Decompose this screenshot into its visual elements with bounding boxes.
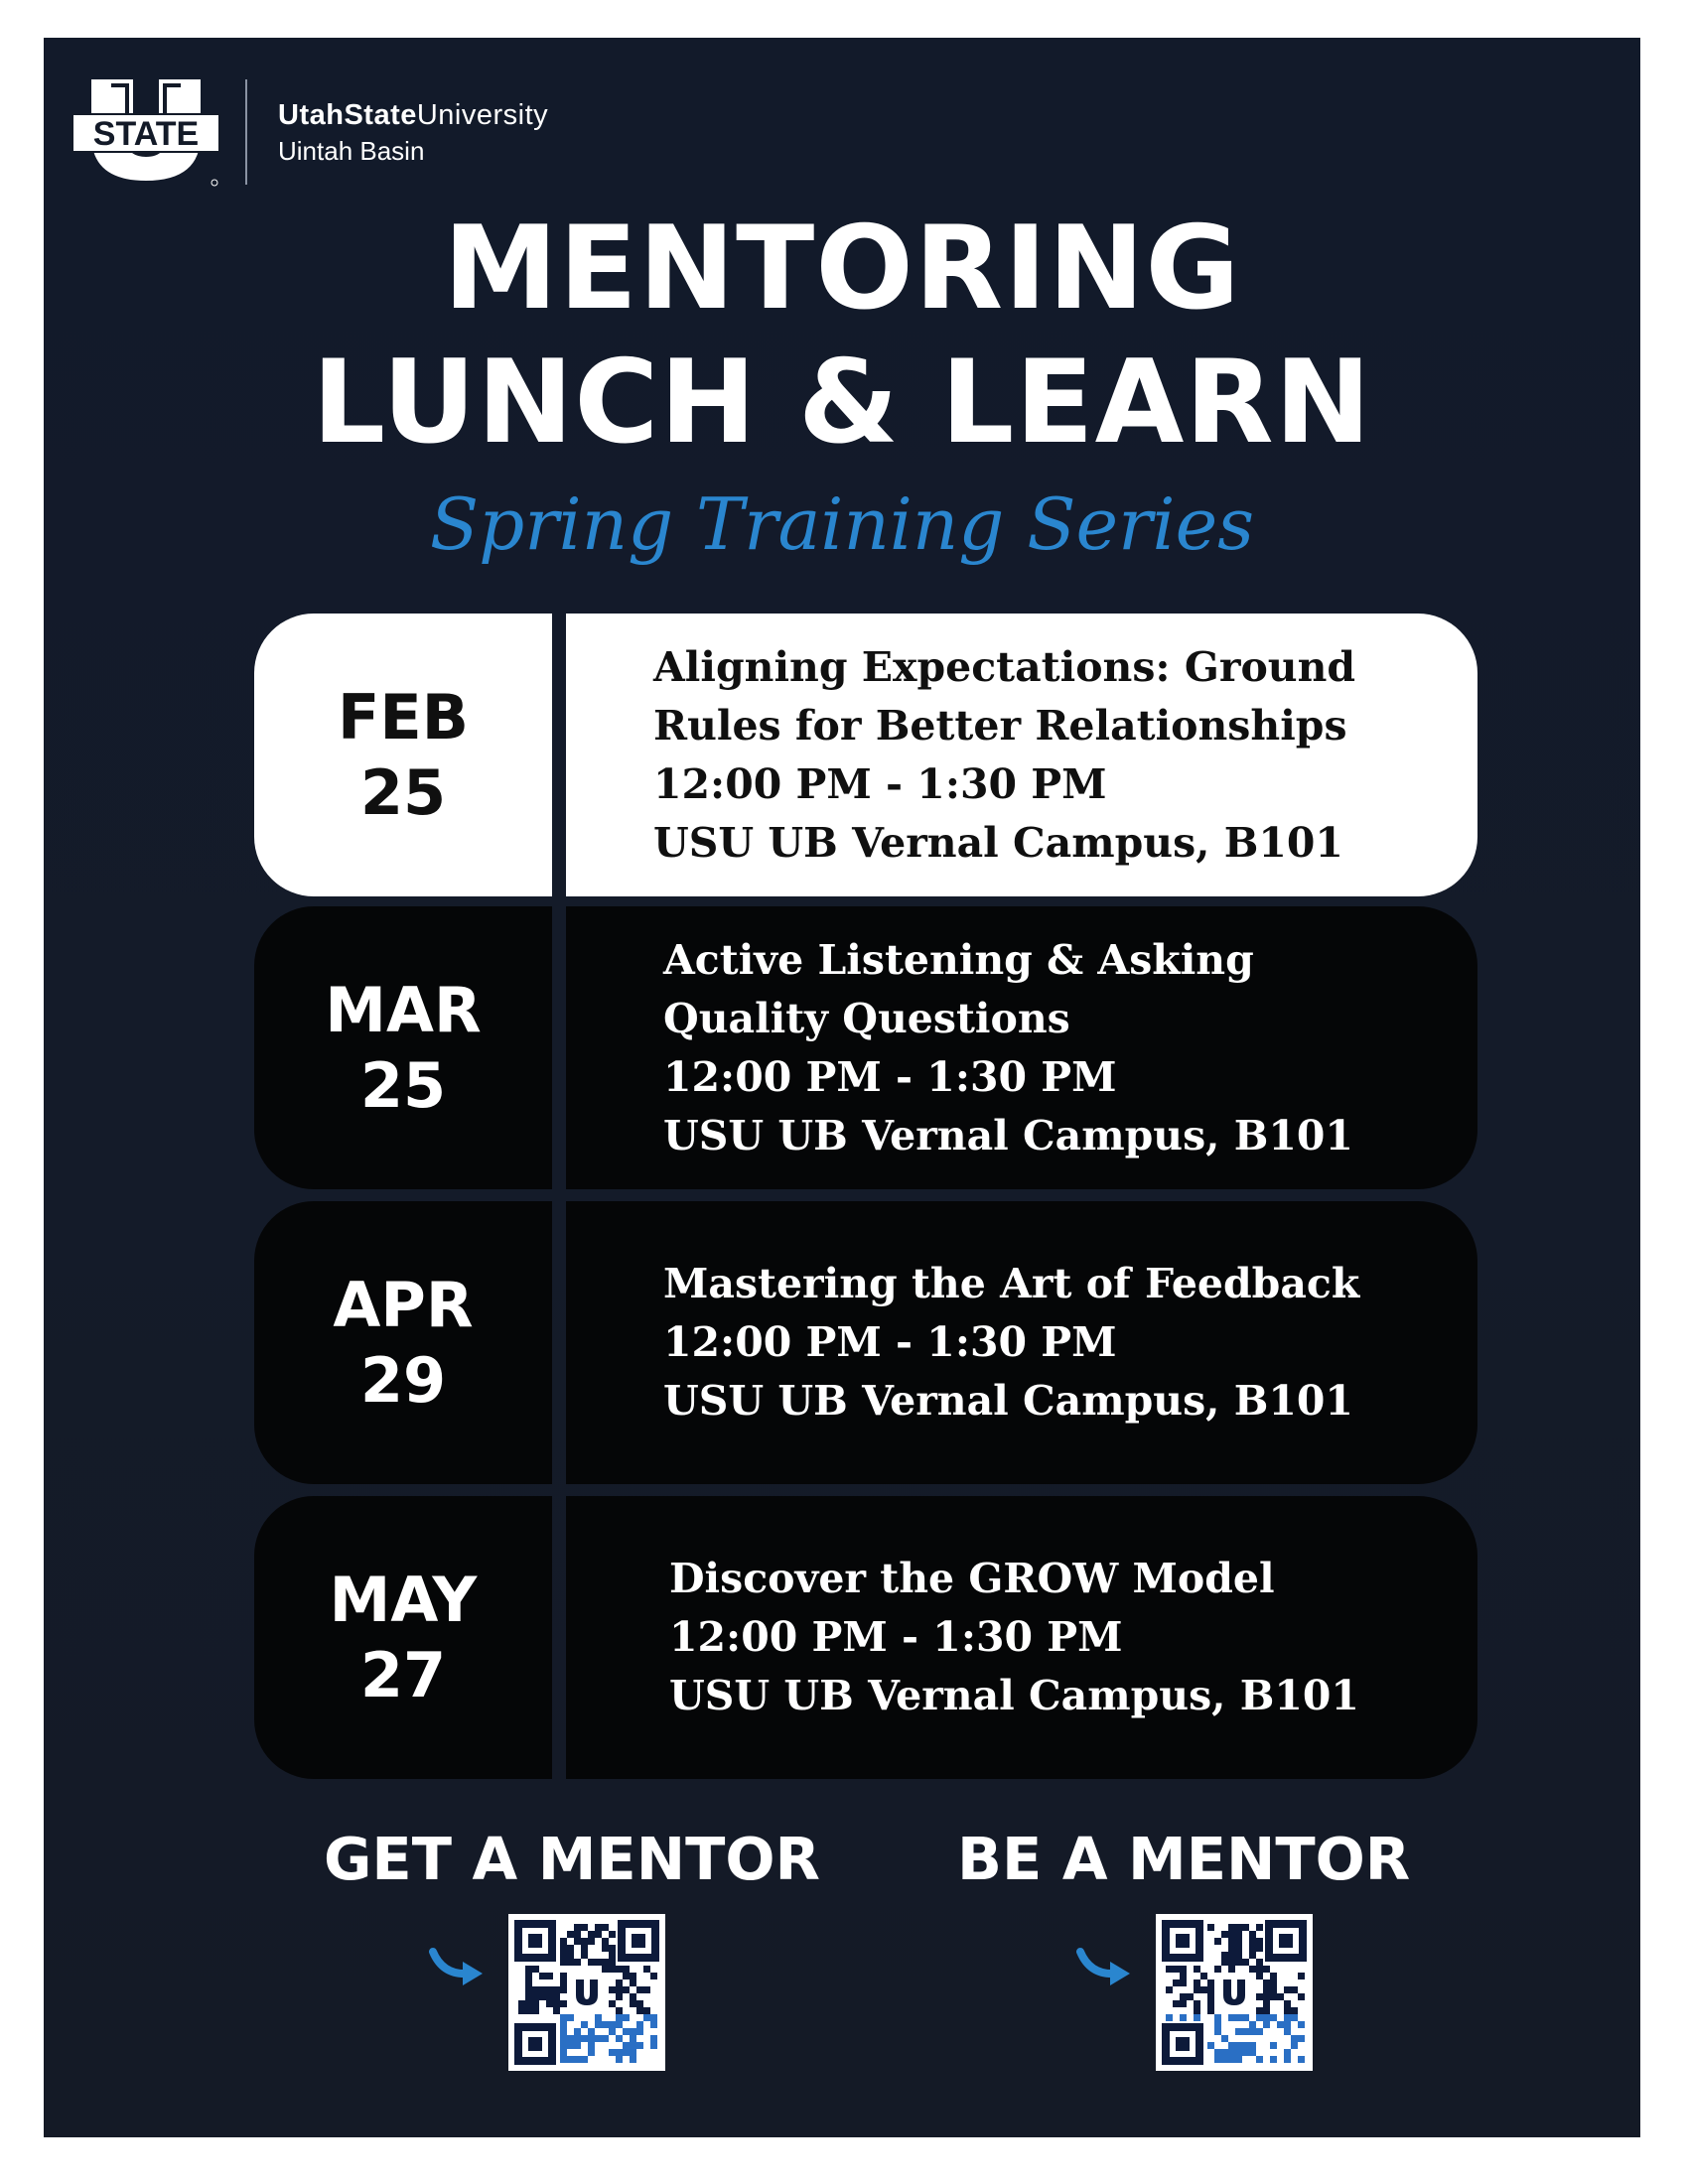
event-card [254, 614, 1477, 896]
event-date [254, 1201, 552, 1484]
be-a-mentor-heading: BE A MENTOR [957, 1825, 1411, 1893]
event-card [254, 1496, 1477, 1779]
event-topic: Mastering the Art of Feedback [663, 1260, 1360, 1307]
poster [44, 38, 1640, 2137]
be-a-mentor-qr-code[interactable] [1156, 1914, 1313, 2071]
arrow-icon [1076, 1942, 1134, 1991]
arrow-icon [429, 1942, 487, 1991]
brand-block [278, 99, 548, 167]
event-day: 25 [359, 1048, 447, 1122]
event-month: APR [333, 1268, 474, 1341]
title-line-2: LUNCH & LEARN [312, 336, 1372, 470]
event-location: USU UB Vernal Campus, B101 [653, 818, 1343, 867]
event-topic: Rules for Better Relationships [653, 701, 1347, 750]
event-info [566, 614, 1477, 896]
usu-state-logo [71, 77, 220, 197]
event-topic: Active Listening & Asking [663, 935, 1254, 984]
event-info [566, 1201, 1477, 1484]
get-a-mentor-heading: GET A MENTOR [324, 1825, 820, 1893]
event-time: 12:00 PM - 1:30 PM [669, 1613, 1123, 1661]
event-info [566, 906, 1477, 1189]
event-card [254, 906, 1477, 1189]
event-month: MAY [329, 1563, 478, 1636]
event-location: USU UB Vernal Campus, B101 [669, 1672, 1359, 1719]
event-time: 12:00 PM - 1:30 PM [653, 759, 1107, 808]
event-date [254, 614, 552, 896]
campus-name: Uintah Basin [278, 136, 425, 166]
event-time: 12:00 PM - 1:30 PM [663, 1318, 1117, 1366]
event-time: 12:00 PM - 1:30 PM [663, 1052, 1117, 1101]
logo-divider [245, 79, 247, 185]
event-day: 29 [359, 1343, 447, 1417]
event-date [254, 1496, 552, 1779]
event-topic: Discover the GROW Model [669, 1555, 1275, 1602]
event-location: USU UB Vernal Campus, B101 [663, 1111, 1353, 1160]
get-a-mentor-qr-code[interactable] [508, 1914, 665, 2071]
event-location: USU UB Vernal Campus, B101 [663, 1377, 1353, 1425]
event-date [254, 906, 552, 1189]
title-line-1: MENTORING [443, 202, 1241, 336]
event-month: FEB [338, 680, 469, 753]
subtitle: Spring Training Series [429, 482, 1255, 566]
event-topic: Quality Questions [663, 994, 1070, 1042]
event-topic: Aligning Expectations: Ground [653, 642, 1356, 691]
event-day: 27 [359, 1638, 447, 1711]
event-card [254, 1201, 1477, 1484]
event-day: 25 [359, 755, 447, 829]
logo-wordmark: STATE [92, 115, 200, 153]
event-info [566, 1496, 1477, 1779]
event-month: MAR [325, 973, 482, 1046]
university-name: UtahStateUniversity [278, 99, 549, 131]
